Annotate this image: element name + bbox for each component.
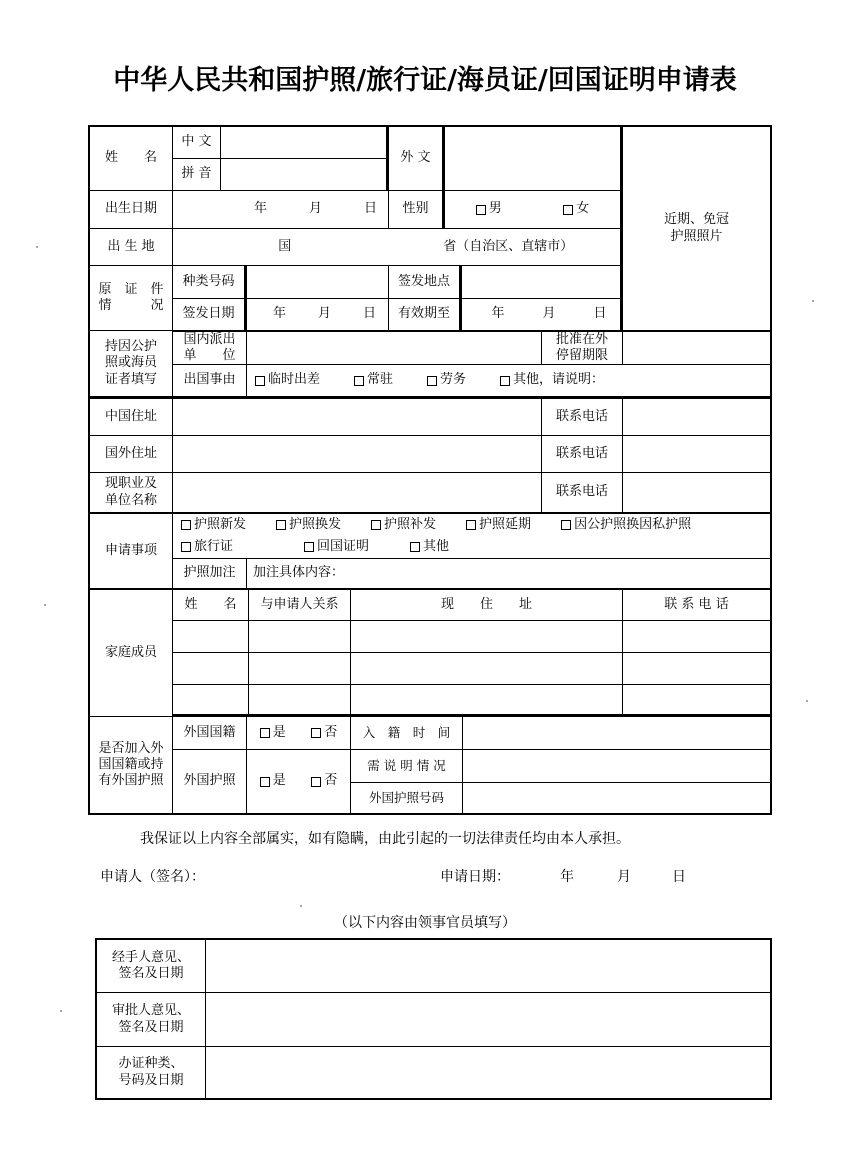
scan-speckle [36, 246, 38, 248]
checkbox-icon[interactable] [563, 205, 573, 215]
issue-date-year-label: 年 [272, 306, 286, 322]
official-row-2-label-line2: 签名及日期 [118, 1019, 184, 1035]
prior-document-type-number-label: 种类号码 [172, 265, 246, 298]
application-option-travel-document-label: 旅行证 [194, 538, 234, 554]
passport-endorsement-label: 护照加注 [172, 558, 246, 588]
application-option-other[interactable] [410, 539, 449, 555]
china-address-label: 中国住址 [88, 398, 172, 435]
birth-date-day-label: 日 [364, 201, 378, 217]
name-pinyin-input[interactable] [220, 158, 388, 190]
checkbox-icon[interactable] [304, 542, 314, 552]
application-option-replace-passport-label: 护照补发 [384, 517, 437, 533]
foreign-address-label: 国外住址 [88, 435, 172, 472]
purpose-option-other-label: 其他，请说明： [513, 372, 605, 388]
name-label: 姓 名 [88, 125, 172, 190]
prior-document-issue-date-label: 签发日期 [172, 298, 246, 330]
family-row-1-name[interactable] [172, 620, 248, 652]
foreign-passport-option-no-label: 否 [324, 773, 338, 789]
checkbox-icon[interactable] [561, 520, 571, 530]
foreign-nationality-label-line1: 是否加入外 [98, 740, 164, 756]
scan-speckle [300, 905, 302, 907]
purpose-option-labor-label: 劳务 [440, 372, 467, 388]
checkbox-icon[interactable] [181, 542, 191, 552]
checkbox-icon[interactable] [354, 376, 364, 386]
explanation-input[interactable] [462, 749, 772, 782]
occupation-label [88, 472, 172, 512]
official-passport-label-line2: 照或海员 [104, 355, 157, 371]
application-option-official-to-private-label: 因公护照换因私护照 [574, 517, 692, 533]
official-row-2-input[interactable] [205, 992, 772, 1046]
scan-speckle [806, 700, 808, 702]
family-row-1-phone[interactable] [622, 620, 772, 652]
official-row-1-label [95, 938, 205, 992]
gender-option-male-label: 男 [488, 201, 502, 217]
family-row-2-address[interactable] [350, 652, 622, 684]
foreign-nationality-options [246, 716, 350, 749]
official-row-2-label [95, 992, 205, 1046]
gender-label: 性别 [388, 190, 444, 228]
application-option-new-passport[interactable] [181, 517, 246, 533]
foreign-address-input[interactable] [172, 435, 541, 472]
applicant-signature-label: 申请人（签名）： [100, 869, 205, 885]
application-option-other-label: 其他 [423, 538, 450, 554]
application-option-return-certificate-label: 回国证明 [317, 538, 370, 554]
official-passport-label-line1: 持因公护 [104, 339, 157, 355]
purpose-option-temporary[interactable] [255, 372, 320, 388]
checkbox-icon[interactable] [276, 520, 286, 530]
china-address-phone-label: 联系电话 [541, 398, 622, 435]
application-items-row2 [181, 539, 770, 555]
checkbox-icon[interactable] [181, 520, 191, 530]
foreign-passport-number-label: 外国护照号码 [350, 782, 462, 815]
occupation-label-line2: 单位名称 [104, 492, 157, 508]
declaration-statement: 我保证以上内容全部属实，如有隐瞒，由此引起的一切法律责任均由本人承担。 [140, 831, 630, 847]
birth-place-country-label: 国 [278, 238, 292, 254]
family-row-3-phone[interactable] [622, 684, 772, 716]
official-row-3-label-line2: 号码及日期 [118, 1072, 184, 1088]
application-option-travel-document[interactable] [181, 539, 304, 555]
application-date-label: 申请日期： [440, 869, 510, 885]
official-row-3-label [95, 1046, 205, 1100]
dispatch-unit-label [172, 330, 246, 364]
passport-endorsement-input[interactable] [246, 558, 772, 588]
photo-placeholder [622, 125, 772, 330]
foreign-address-phone-input[interactable] [622, 435, 772, 472]
official-row-1-input[interactable] [205, 938, 772, 992]
birth-place-input[interactable] [172, 228, 622, 265]
foreign-passport-option-yes[interactable] [260, 773, 286, 789]
family-column-name: 姓 名 [172, 588, 248, 620]
family-row-3-address[interactable] [350, 684, 622, 716]
naturalization-date-label: 入 籍 时 间 [350, 716, 462, 749]
purpose-option-resident[interactable] [354, 372, 393, 388]
family-column-phone: 联 系 电 话 [622, 588, 772, 620]
prior-document-valid-until-input[interactable] [461, 298, 622, 330]
scan-speckle [60, 1010, 62, 1012]
birth-date-label: 出生日期 [88, 190, 172, 228]
name-chinese-input[interactable] [220, 125, 388, 158]
dispatch-unit-label-line2: 单 位 [183, 348, 236, 363]
issue-date-month-label: 月 [317, 306, 331, 322]
china-address-phone-input[interactable] [622, 398, 772, 435]
dispatch-unit-input[interactable] [246, 330, 541, 364]
birth-place-label: 出 生 地 [88, 228, 172, 265]
family-row-2-relation[interactable] [248, 652, 350, 684]
prior-document-issue-date-input[interactable] [246, 298, 388, 330]
stay-limit-label-line1: 批准在外 [555, 331, 608, 347]
valid-until-month-label: 月 [542, 306, 556, 322]
purpose-label: 出国事由 [172, 364, 246, 398]
stay-limit-label-line2: 停留期限 [555, 348, 608, 363]
foreign-nationality-row-label: 外国国籍 [172, 716, 246, 749]
checkbox-icon[interactable] [311, 728, 321, 738]
family-row-3-name[interactable] [172, 684, 248, 716]
foreign-nationality-label-line3: 有外国护照 [98, 773, 164, 789]
birth-date-input[interactable] [172, 190, 388, 228]
application-date-year-label: 年 [560, 869, 574, 885]
explanation-label: 需 说 明 情 况 [350, 749, 462, 782]
foreign-passport-option-no[interactable] [311, 773, 337, 789]
scan-speckle [812, 300, 814, 302]
checkbox-icon[interactable] [476, 205, 486, 215]
official-row-3-label-line1: 办证种类、 [118, 1056, 184, 1072]
application-option-new-passport-label: 护照新发 [194, 517, 247, 533]
china-address-input[interactable] [172, 398, 541, 435]
prior-document-valid-until-label: 有效期至 [388, 298, 461, 330]
foreign-nationality-option-yes-label: 是 [272, 724, 286, 740]
name-chinese-label: 中 文 [172, 125, 220, 158]
name-foreign-input[interactable] [444, 125, 622, 190]
checkbox-icon[interactable] [371, 520, 381, 530]
application-option-return-certificate[interactable] [304, 539, 410, 555]
official-passport-label [88, 330, 172, 398]
purpose-option-other[interactable] [500, 372, 604, 388]
gender-option-female-label: 女 [576, 201, 590, 217]
foreign-nationality-label [88, 716, 172, 815]
family-row-2-name[interactable] [172, 652, 248, 684]
checkbox-icon[interactable] [500, 376, 510, 386]
stay-limit-label [541, 330, 622, 364]
official-row-1-label-line2: 签名及日期 [118, 966, 184, 981]
birth-place-province-label: 省（自治区、直辖市） [443, 238, 574, 254]
official-row-2-label-line1: 审批人意见、 [111, 1003, 190, 1019]
foreign-nationality-option-no[interactable] [311, 725, 337, 741]
family-column-relation: 与申请人关系 [248, 588, 350, 620]
checkbox-icon[interactable] [311, 777, 321, 787]
checkbox-icon[interactable] [466, 520, 476, 530]
name-pinyin-label: 拼 音 [172, 158, 220, 190]
checkbox-icon[interactable] [427, 376, 437, 386]
foreign-nationality-option-no-label: 否 [324, 724, 338, 740]
foreign-passport-number-input[interactable] [462, 782, 772, 815]
application-option-official-to-private[interactable] [561, 517, 691, 533]
occupation-phone-input[interactable] [622, 472, 772, 512]
application-option-renew-passport-label: 护照换发 [289, 517, 342, 533]
foreign-address-phone-label: 联系电话 [541, 435, 622, 472]
application-items-label: 申请事项 [88, 512, 172, 588]
occupation-label-line1: 现职业及 [104, 476, 157, 492]
occupation-phone-label: 联系电话 [541, 472, 622, 512]
official-passport-label-line3: 证者填写 [104, 371, 157, 387]
prior-document-label-line2: 情 况 [98, 298, 164, 313]
stay-limit-input[interactable] [622, 330, 772, 364]
valid-until-year-label: 年 [491, 306, 505, 322]
application-date-day-label: 日 [672, 869, 686, 885]
family-row-2-phone[interactable] [622, 652, 772, 684]
official-use-notice: （以下内容由领事官员填写） [334, 915, 516, 931]
foreign-passport-row-label: 外国护照 [172, 749, 246, 815]
foreign-nationality-option-yes[interactable] [260, 725, 286, 741]
dispatch-unit-label-line1: 国内派出 [183, 331, 236, 347]
foreign-nationality-label-line2: 国国籍或持 [98, 756, 164, 772]
gender-option-female[interactable] [563, 201, 589, 217]
scan-speckle [44, 604, 46, 606]
issue-date-day-label: 日 [363, 306, 377, 322]
family-column-address: 现 住 址 [350, 588, 622, 620]
family-members-label: 家庭成员 [88, 588, 172, 716]
checkbox-icon[interactable] [255, 376, 265, 386]
purpose-option-resident-label: 常驻 [367, 372, 394, 388]
page-title: 中华人民共和国护照/旅行证/海员证/回国证明申请表 [113, 65, 737, 96]
application-option-replace-passport[interactable] [371, 517, 436, 533]
application-option-extend-passport[interactable] [466, 517, 531, 533]
application-option-renew-passport[interactable] [276, 517, 341, 533]
valid-until-day-label: 日 [593, 306, 607, 322]
family-row-3-relation[interactable] [248, 684, 350, 716]
gender-option-male[interactable] [476, 201, 502, 217]
purpose-option-labor[interactable] [427, 372, 466, 388]
family-row-1-relation[interactable] [248, 620, 350, 652]
occupation-input[interactable] [172, 472, 541, 512]
gender-options [444, 190, 622, 228]
checkbox-icon[interactable] [260, 728, 270, 738]
application-items-row1 [181, 517, 770, 533]
birth-date-month-label: 月 [308, 201, 322, 217]
checkbox-icon[interactable] [410, 542, 420, 552]
application-items-options [172, 512, 772, 558]
application-date-month-label: 月 [617, 869, 631, 885]
prior-document-issue-place-input[interactable] [461, 265, 622, 298]
prior-document-label-line1: 原 证 件 [98, 281, 164, 297]
name-foreign-label: 外 文 [388, 125, 444, 190]
application-option-extend-passport-label: 护照延期 [479, 517, 532, 533]
purpose-options [246, 364, 772, 398]
birth-date-year-label: 年 [253, 201, 267, 217]
foreign-passport-options [246, 749, 350, 815]
prior-document-type-number-input[interactable] [246, 265, 388, 298]
naturalization-date-input[interactable] [462, 716, 772, 749]
checkbox-icon[interactable] [260, 777, 270, 787]
official-row-3-input[interactable] [205, 1046, 772, 1100]
photo-placeholder-line1: 近期、免冠 [663, 212, 729, 228]
prior-document-issue-place-label: 签发地点 [388, 265, 461, 298]
official-row-1-label-line1: 经手人意见、 [111, 949, 190, 965]
foreign-passport-option-yes-label: 是 [272, 773, 286, 789]
prior-document-label [88, 265, 172, 330]
passport-endorsement-prompt: 加注具体内容： [253, 565, 345, 581]
photo-placeholder-line2: 护照照片 [670, 228, 723, 244]
purpose-option-temporary-label: 临时出差 [268, 372, 321, 388]
family-row-1-address[interactable] [350, 620, 622, 652]
